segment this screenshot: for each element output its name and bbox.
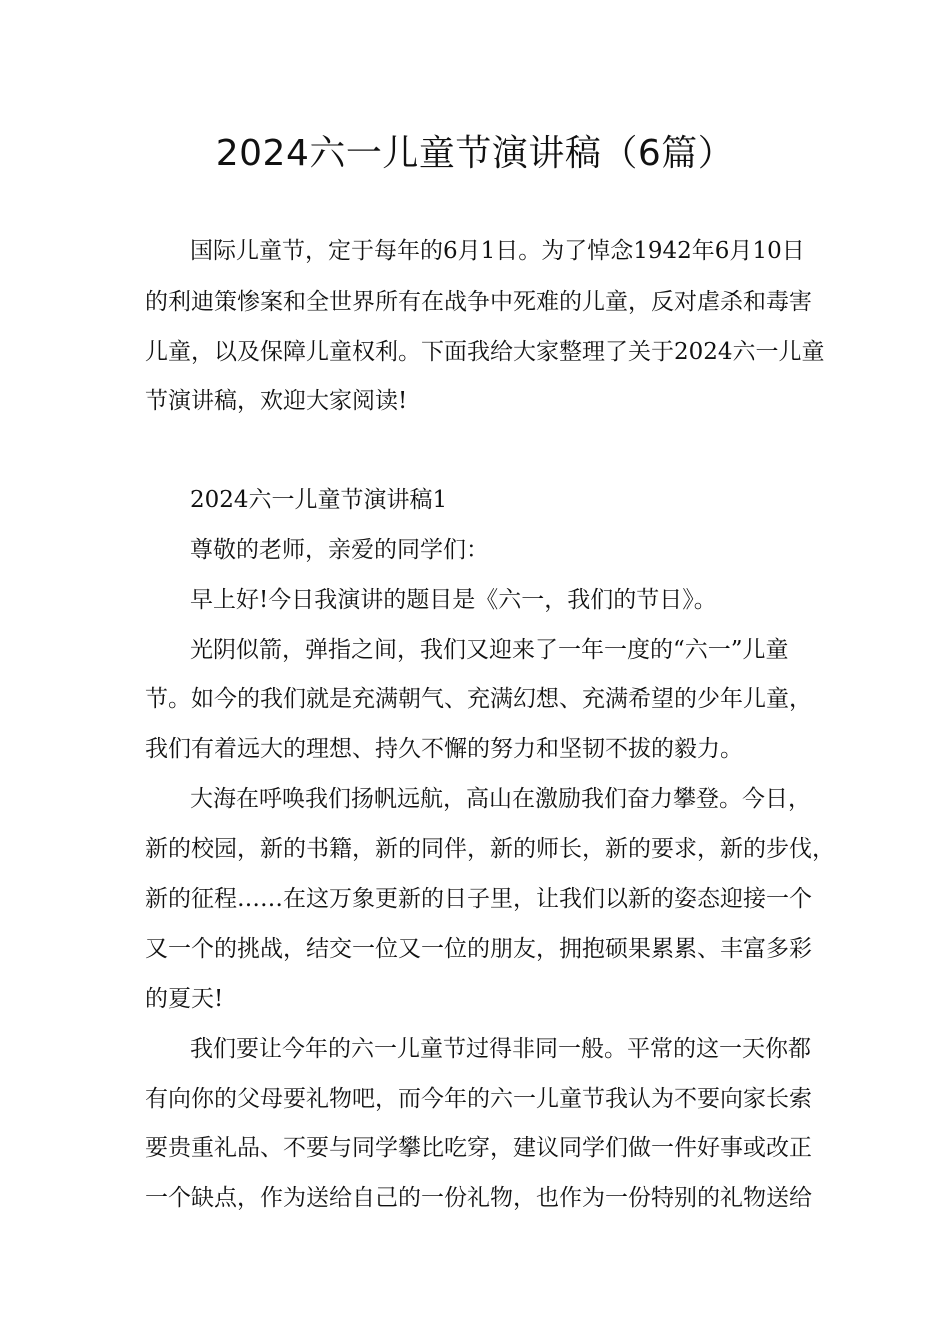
paragraph-1-line-1: 光阴似箭，弹指之间，我们又迎来了一年一度的“六一”儿童 [190,637,789,663]
intro-line-1: 国际儿童节，定于每年的6月1日。为了悼念1942年6月10日 [190,238,805,264]
paragraph-1-line-3: 我们有着远大的理想、持久不懈的努力和坚韧不拔的毅力。 [145,736,743,762]
paragraph-2-line-1: 大海在呼唤我们扬帆远航，高山在激励我们奋力攀登。今日， [190,786,811,812]
paragraph-2-line-5: 的夏天! [145,986,224,1012]
section-heading: 2024六一儿童节演讲稿1 [190,487,448,513]
paragraph-1-line-2: 节。如今的我们就是充满朝气、充满幻想、充满希望的少年儿童， [145,686,812,712]
intro-line-2: 的利迪策惨案和全世界所有在战争中死难的儿童，反对虐杀和毒害 [145,289,812,315]
paragraph-2-line-3: 新的征程……在这万象更新的日子里，让我们以新的姿态迎接一个 [145,886,812,912]
intro-line-3: 儿童，以及保障儿童权利。下面我给大家整理了关于2024六一儿童 [145,339,825,365]
paragraph-3-line-4: 一个缺点，作为送给自己的一份礼物，也作为一份特别的礼物送给 [145,1185,812,1211]
paragraph-3-line-2: 有向你的父母要礼物吧，而今年的六一儿童节我认为不要向家长索 [145,1086,812,1112]
intro-line-4: 节演讲稿，欢迎大家阅读! [145,388,408,414]
greeting-line: 尊敬的老师，亲爱的同学们： [190,537,489,563]
paragraph-2-line-2: 新的校园，新的书籍，新的同伴，新的师长，新的要求，新的步伐， [145,836,835,862]
document-title: 2024六一儿童节演讲稿（6篇） [215,133,735,174]
paragraph-3-line-1: 我们要让今年的六一儿童节过得非同一般。平常的这一天你都 [190,1036,811,1062]
opening-line: 早上好!今日我演讲的题目是《六一，我们的节日》。 [190,587,717,613]
paragraph-3-line-3: 要贵重礼品、不要与同学攀比吃穿，建议同学们做一件好事或改正 [145,1135,812,1161]
paragraph-2-line-4: 又一个的挑战，结交一位又一位的朋友，拥抱硕果累累、丰富多彩 [145,936,812,962]
